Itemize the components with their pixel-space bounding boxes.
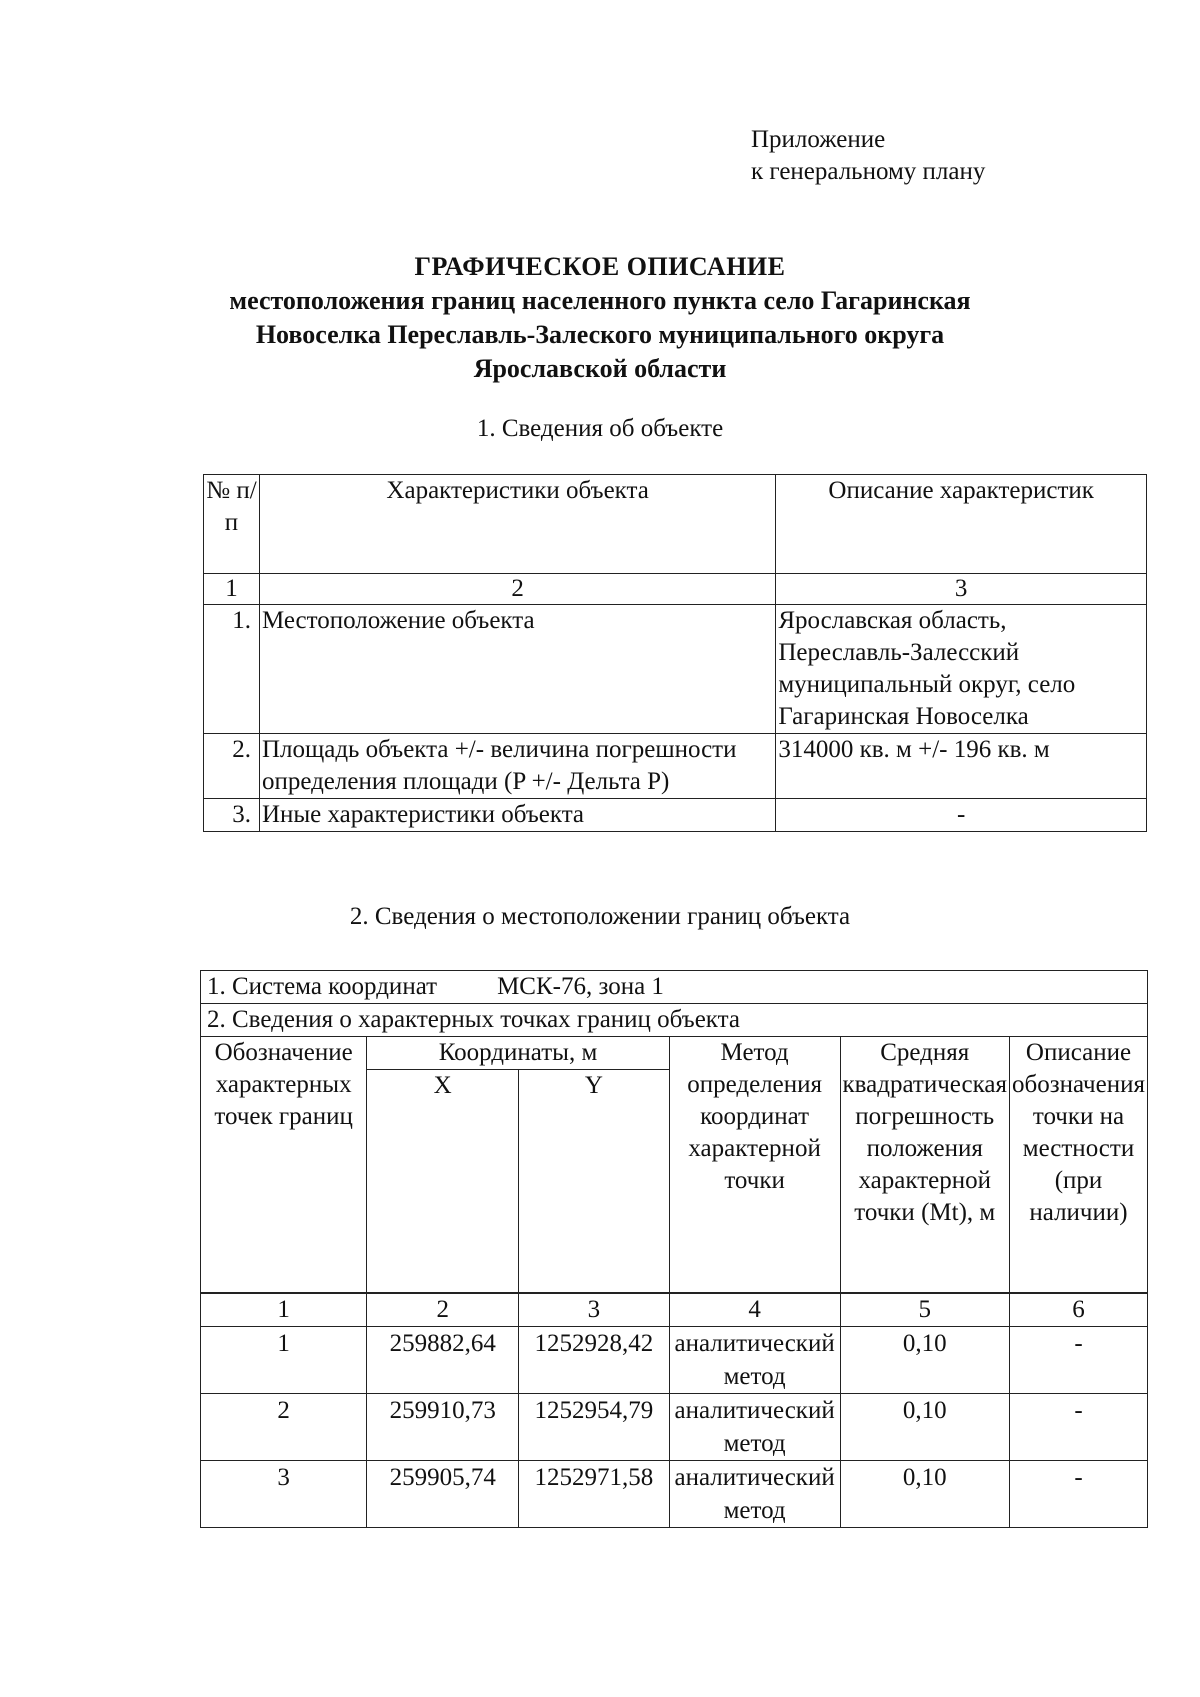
- coord-system-label: 1. Система координат: [207, 973, 438, 1000]
- title-line-2: местоположения границ населенного пункта село Гагаринская: [229, 286, 971, 315]
- point-y: 1252971,58: [519, 1461, 670, 1528]
- header-method: Метод определения координат характерной точки: [669, 1037, 840, 1294]
- point-description: -: [1009, 1394, 1147, 1461]
- point-y: 1252954,79: [519, 1394, 670, 1461]
- column-number: 1: [201, 1293, 367, 1327]
- document-title: [0, 250, 1200, 386]
- header-x: X: [367, 1070, 519, 1294]
- table-row: [201, 1394, 1148, 1461]
- point-error: 0,10: [840, 1461, 1009, 1528]
- row-number: 2.: [204, 734, 260, 799]
- table-row: [201, 1327, 1148, 1394]
- row-number: 3.: [204, 799, 260, 832]
- point-error: 0,10: [840, 1394, 1009, 1461]
- appendix-line-2: к генеральному плану: [751, 158, 986, 185]
- section-2-heading: 2. Сведения о местоположении границ объекта: [349, 903, 851, 930]
- header-point-description: Описание обозначения точки на местности (при наличии): [1009, 1037, 1147, 1294]
- header-characteristics: Характеристики объекта: [259, 475, 775, 574]
- row-characteristic: Местоположение объекта: [259, 605, 775, 734]
- point-id: 1: [201, 1327, 367, 1394]
- header-coords: Координаты, м: [367, 1037, 669, 1070]
- column-number-row: [201, 1293, 1148, 1327]
- header-designation: Обозначение характерных точек границ: [201, 1037, 367, 1294]
- point-error: 0,10: [840, 1327, 1009, 1394]
- column-number: 2: [367, 1293, 519, 1327]
- point-y: 1252928,42: [519, 1327, 670, 1394]
- title-line-1: ГРАФИЧЕСКОЕ ОПИСАНИЕ: [414, 252, 786, 281]
- table-row: [204, 799, 1147, 832]
- points-header-row: [201, 1037, 1148, 1070]
- point-id: 3: [201, 1461, 367, 1528]
- table-row: [204, 605, 1147, 734]
- table-row: [201, 1461, 1148, 1528]
- appendix-line-1: Приложение: [751, 126, 886, 153]
- table-row: [204, 734, 1147, 799]
- row-characteristic: Площадь объекта +/- величина погрешности определения площади (P +/- Дельта P): [259, 734, 775, 799]
- row-characteristic: Иные характеристики объекта: [259, 799, 775, 832]
- row-value: -: [776, 799, 1147, 832]
- column-number: 3: [519, 1293, 670, 1327]
- title-line-3: Новоселка Переславль-Залеского муниципального округа: [255, 320, 945, 349]
- column-number: 2: [259, 574, 775, 605]
- header-y: Y: [519, 1070, 670, 1294]
- column-number: 1: [204, 574, 260, 605]
- point-description: -: [1009, 1327, 1147, 1394]
- coord-system-row: [201, 971, 1148, 1004]
- column-number-row: [204, 574, 1147, 605]
- object-info-table: [203, 474, 1147, 832]
- title-line-4: Ярославской области: [473, 354, 727, 383]
- point-id: 2: [201, 1394, 367, 1461]
- point-method: аналитический метод: [669, 1394, 840, 1461]
- column-number: 6: [1009, 1293, 1147, 1327]
- appendix-note: [751, 124, 985, 188]
- header-error: Средняя квадратическая погрешность положения характерной точки (Mt), м: [840, 1037, 1009, 1294]
- header-description: Описание характеристик: [776, 475, 1147, 574]
- point-method: аналитический метод: [669, 1327, 840, 1394]
- point-method: аналитический метод: [669, 1461, 840, 1528]
- column-number: 5: [840, 1293, 1009, 1327]
- table-header-row: [204, 475, 1147, 574]
- row-value: Ярославская область, Переславль-Залесский муниципальный округ, село Гагаринская Новоселка: [776, 605, 1147, 734]
- point-x: 259910,73: [367, 1394, 519, 1461]
- header-number: № п/п: [204, 475, 260, 574]
- row-number: 1.: [204, 605, 260, 734]
- column-number: 3: [776, 574, 1147, 605]
- boundary-points-table: [200, 970, 1148, 1528]
- coord-system-value: МСК-76, зона 1: [497, 973, 664, 1000]
- section-1-heading: 1. Сведения об объекте: [476, 415, 724, 442]
- point-description: -: [1009, 1461, 1147, 1528]
- points-heading-row: [201, 1004, 1148, 1037]
- point-x: 259905,74: [367, 1461, 519, 1528]
- row-value: 314000 кв. м +/- 196 кв. м: [776, 734, 1147, 799]
- points-heading: 2. Сведения о характерных точках границ объекта: [201, 1004, 1148, 1037]
- column-number: 4: [669, 1293, 840, 1327]
- point-x: 259882,64: [367, 1327, 519, 1394]
